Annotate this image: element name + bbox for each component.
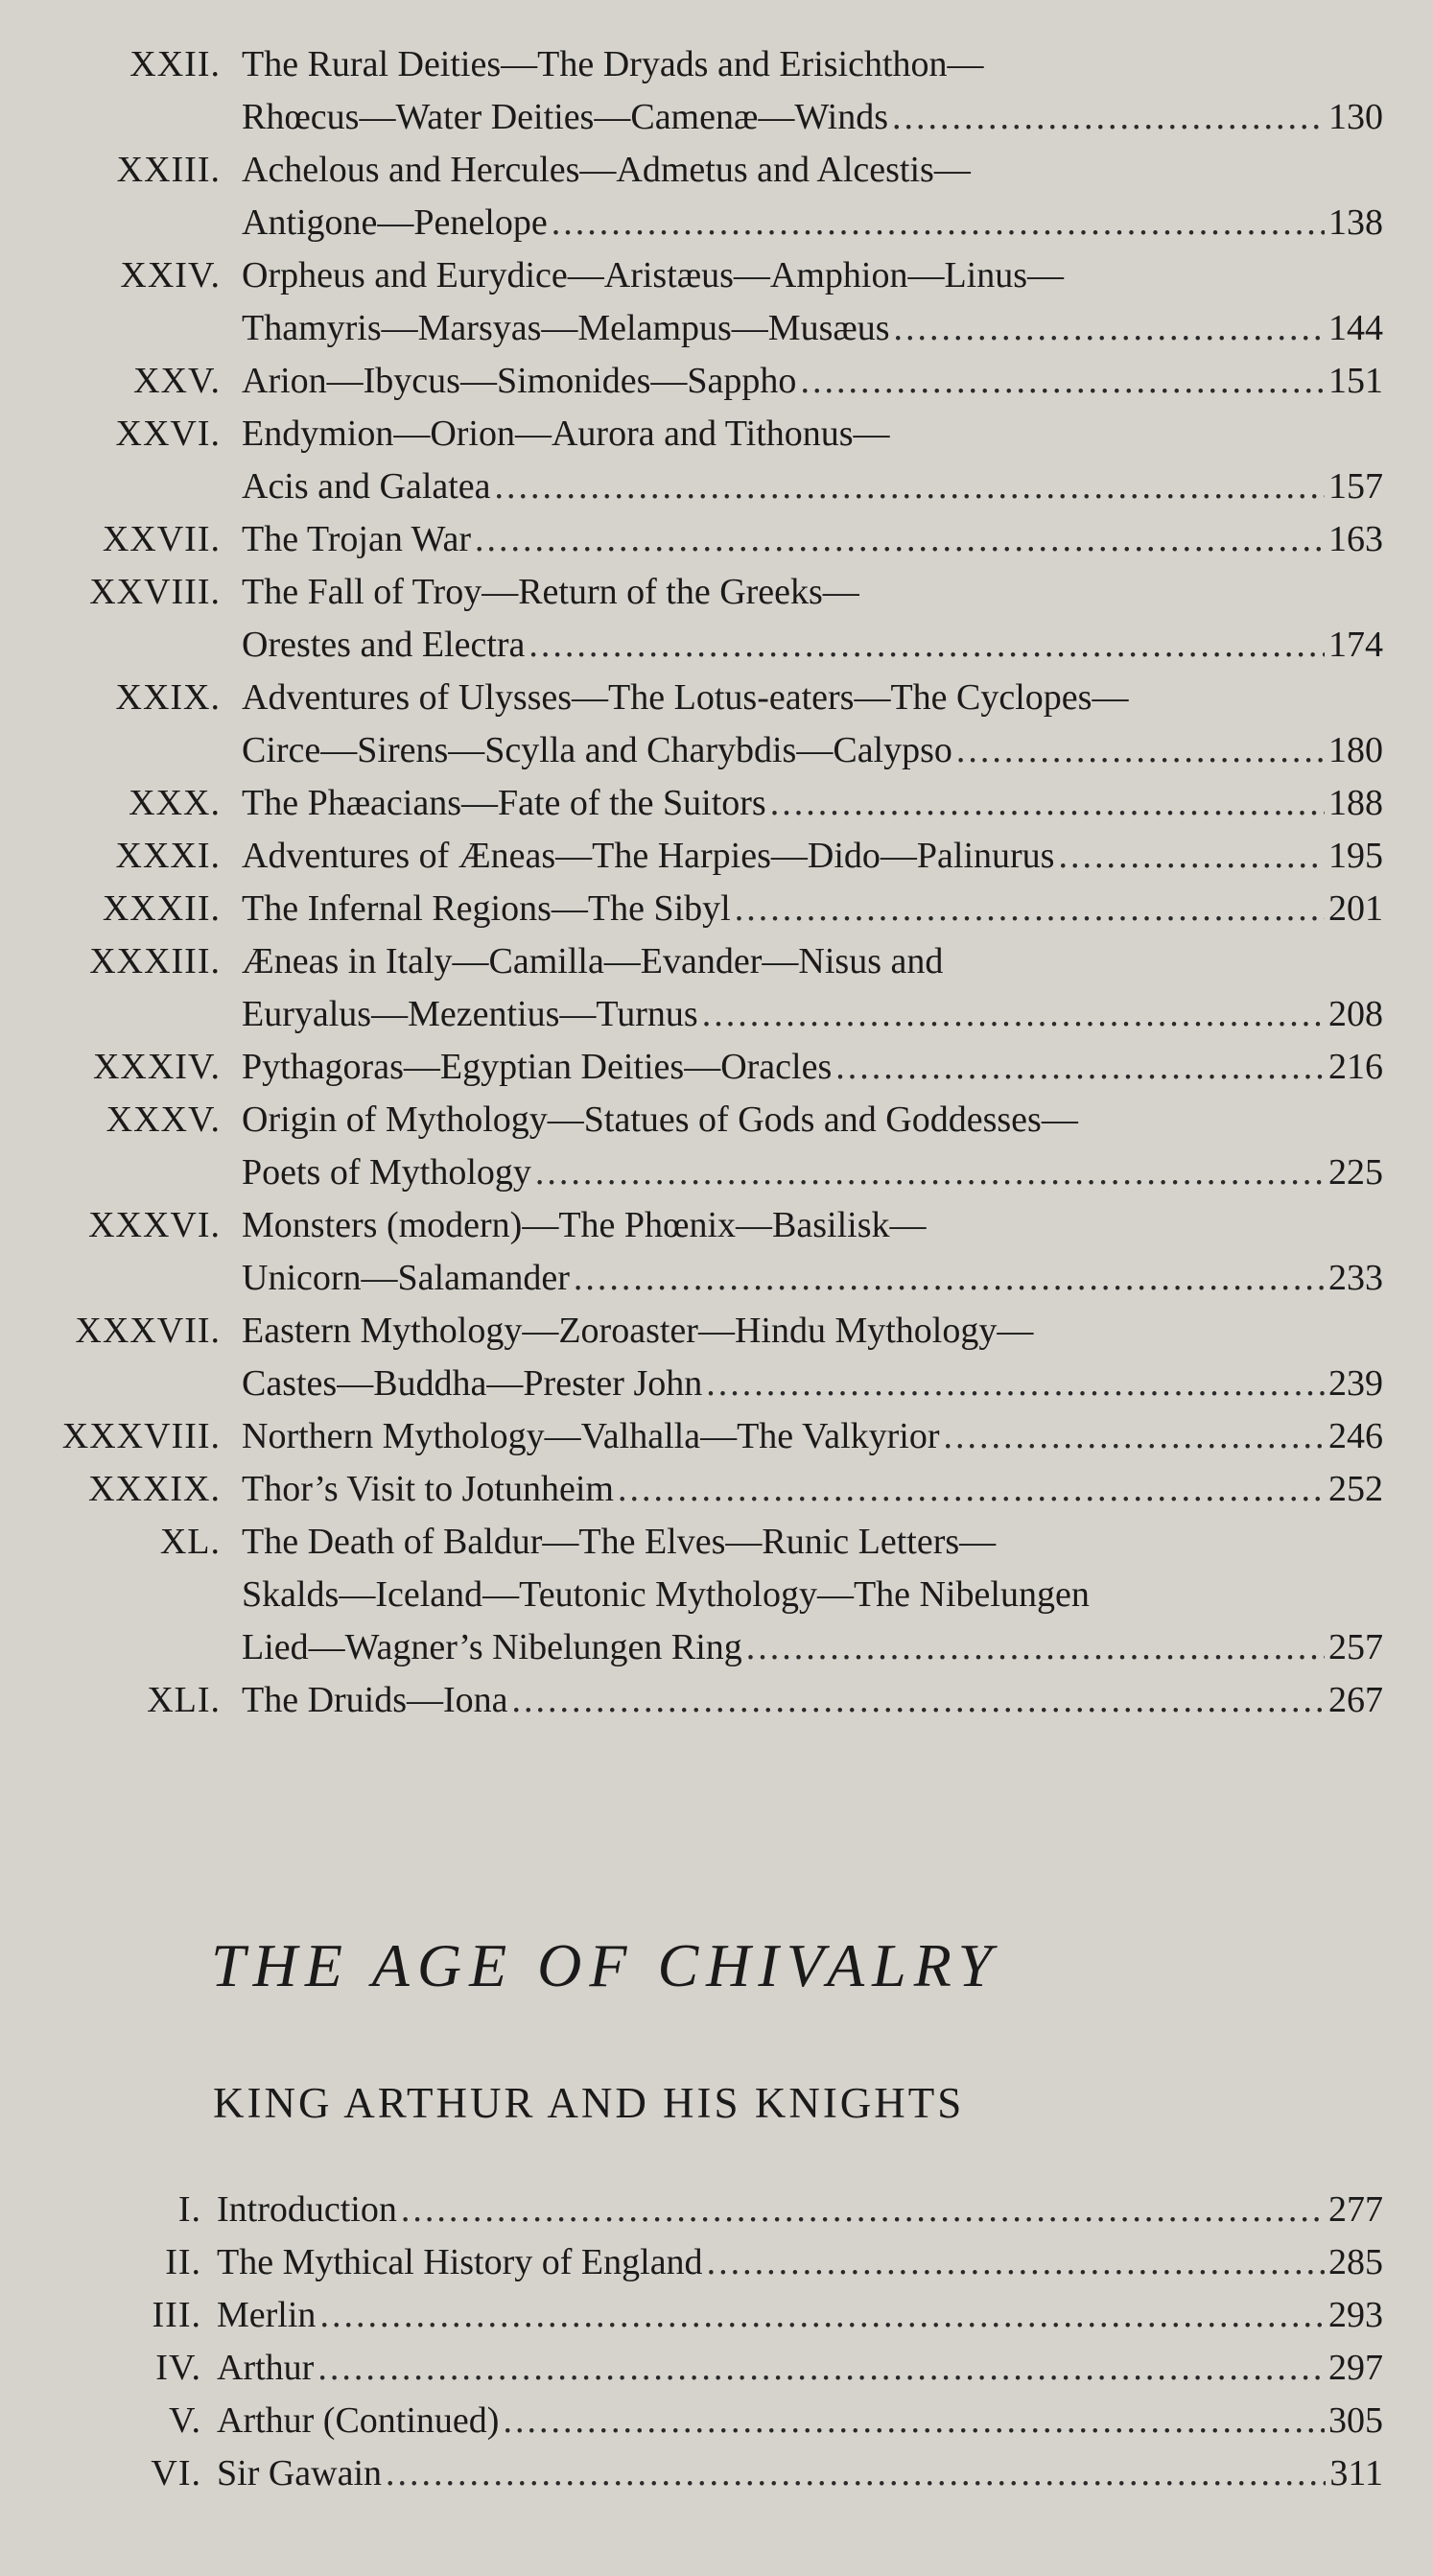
- page-number: 195: [1328, 836, 1383, 876]
- toc-entry-line: [0, 513, 1433, 566]
- chapter-title: Circe—Sirens—Scylla and Charybdis—Calypso: [242, 730, 952, 770]
- chapter-number: XXXV.: [106, 1099, 221, 1140]
- dot-leader: [552, 197, 1325, 249]
- chapter-number: I.: [177, 2189, 201, 2230]
- page-number: 246: [1328, 1416, 1383, 1456]
- page-number: 208: [1328, 994, 1383, 1034]
- chapter-title: Adventures of Æneas—The Harpies—Dido—Palinurus: [242, 836, 1055, 876]
- toc-entry-line: [0, 461, 1433, 513]
- dot-leader: [503, 2395, 1325, 2447]
- chapter-number: XXXI.: [115, 836, 221, 876]
- toc-entry-line: [0, 566, 1433, 619]
- chapter-title: Antigone—Penelope: [242, 202, 548, 243]
- chapter-title: The Trojan War: [242, 519, 472, 559]
- chapter-number: VI.: [151, 2453, 201, 2493]
- dot-leader: [892, 91, 1325, 144]
- toc-entry: [0, 1041, 1433, 1094]
- toc-entry: [0, 2236, 1433, 2289]
- page-number: 285: [1328, 2242, 1383, 2282]
- chapter-title: Lied—Wagner’s Nibelungen Ring: [242, 1627, 742, 1667]
- toc-entry-line: [0, 38, 1433, 91]
- toc-entry: [0, 1199, 1433, 1305]
- chapter-title: The Druids—Iona: [242, 1680, 508, 1720]
- toc-entry: [0, 408, 1433, 513]
- chapter-number: XXVII.: [102, 519, 221, 559]
- page-number: 257: [1328, 1627, 1383, 1667]
- chapter-number: XXXVI.: [88, 1205, 221, 1245]
- chapter-title: Arthur: [217, 2348, 315, 2388]
- toc-entry-line: [0, 988, 1433, 1041]
- dot-leader: [735, 883, 1325, 935]
- page-number: 267: [1328, 1680, 1383, 1720]
- toc-entry: [0, 355, 1433, 408]
- page-number: 130: [1328, 97, 1383, 137]
- page-number: 305: [1328, 2400, 1383, 2441]
- dot-leader: [386, 2447, 1326, 2500]
- chapter-title: The Phæacians—Fate of the Suitors: [242, 783, 766, 823]
- chapter-number: XXXIII.: [89, 941, 221, 981]
- toc-entry-line: [0, 1410, 1433, 1463]
- toc-entry-line: [0, 1516, 1433, 1569]
- page-number: 216: [1328, 1047, 1383, 1087]
- chapter-title: Arthur (Continued): [217, 2400, 500, 2441]
- chapter-title: The Fall of Troy—Return of the Greeks—: [242, 572, 859, 612]
- dot-leader: [475, 513, 1325, 566]
- toc-entry-line: [0, 2447, 1433, 2500]
- chapter-title: Orestes and Electra: [242, 625, 526, 665]
- toc-entry-line: [0, 1041, 1433, 1094]
- chapter-title: Orpheus and Eurydice—Aristæus—Amphion—Linus—: [242, 255, 1065, 295]
- page-number: 151: [1328, 361, 1383, 401]
- page-number: 163: [1328, 519, 1383, 559]
- chapter-number: XXVIII.: [89, 572, 221, 612]
- chapter-number: XL.: [159, 1522, 221, 1562]
- dot-leader: [835, 1041, 1325, 1094]
- chapter-number: XXVI.: [115, 414, 221, 454]
- toc-entry-line: [0, 724, 1433, 777]
- page-number: 297: [1328, 2348, 1383, 2388]
- toc-entry: [0, 2447, 1433, 2500]
- page-number: 174: [1328, 625, 1383, 665]
- toc-entry: [0, 2342, 1433, 2395]
- toc-entry: [0, 566, 1433, 672]
- chapter-title: Adventures of Ulysses—The Lotus-eaters—The Cyclopes—: [242, 677, 1129, 718]
- toc-entry-line: [0, 144, 1433, 197]
- dot-leader: [800, 355, 1325, 408]
- chapter-title: Origin of Mythology—Statues of Gods and Goddesses—: [242, 1099, 1078, 1140]
- page-number: 138: [1328, 202, 1383, 243]
- toc-entry: [0, 1674, 1433, 1727]
- page-number: 311: [1329, 2453, 1383, 2493]
- chapter-title: Castes—Buddha—Prester John: [242, 1363, 703, 1404]
- toc-entry: [0, 2289, 1433, 2342]
- chapter-title: Acis and Galatea: [242, 466, 491, 507]
- table-of-contents-chivalry: [0, 2184, 1433, 2500]
- chapter-title: Thor’s Visit to Jotunheim: [242, 1469, 614, 1509]
- toc-entry-line: [0, 1463, 1433, 1516]
- page-number: 157: [1328, 466, 1383, 507]
- toc-entry-line: [0, 883, 1433, 935]
- dot-leader: [574, 1252, 1325, 1305]
- toc-entry: [0, 1410, 1433, 1463]
- chapter-number: XXIII.: [116, 150, 221, 190]
- chapter-title: Monsters (modern)—The Phœnix—Basilisk—: [242, 1205, 927, 1245]
- toc-entry-line: [0, 2395, 1433, 2447]
- dot-leader: [319, 2289, 1325, 2342]
- chapter-title: The Death of Baldur—The Elves—Runic Letters—: [242, 1522, 997, 1562]
- dot-leader: [401, 2184, 1325, 2236]
- dot-leader: [1058, 830, 1325, 883]
- table-of-contents-mythology: [0, 38, 1433, 1727]
- chapter-title: Rhœcus—Water Deities—Camenæ—Winds: [242, 97, 889, 137]
- dot-leader: [956, 724, 1325, 777]
- page-number: 233: [1328, 1258, 1383, 1298]
- toc-entry: [0, 1463, 1433, 1516]
- toc-entry-line: [0, 1199, 1433, 1252]
- dot-leader: [317, 2342, 1325, 2395]
- dot-leader: [512, 1674, 1325, 1727]
- toc-entry-line: [0, 1146, 1433, 1199]
- page-number: 252: [1328, 1469, 1383, 1509]
- toc-entry: [0, 935, 1433, 1041]
- chapter-title: The Infernal Regions—The Sibyl: [242, 888, 731, 929]
- toc-entry-line: [0, 830, 1433, 883]
- toc-entry-line: [0, 197, 1433, 249]
- chapter-title: The Mythical History of England: [217, 2242, 703, 2282]
- toc-entry: [0, 2395, 1433, 2447]
- page-number: 239: [1328, 1363, 1383, 1404]
- toc-entry-line: [0, 2184, 1433, 2236]
- toc-entry: [0, 883, 1433, 935]
- chapter-number: XXXIX.: [88, 1469, 221, 1509]
- chapter-number: XXX.: [129, 783, 221, 823]
- toc-entry-line: [0, 302, 1433, 355]
- toc-entry-line: [0, 355, 1433, 408]
- dot-leader: [707, 2236, 1325, 2289]
- chapter-number: XXV.: [133, 361, 221, 401]
- toc-entry: [0, 249, 1433, 355]
- chapter-title: Arion—Ibycus—Simonides—Sappho: [242, 361, 797, 401]
- page-number: 144: [1328, 308, 1383, 348]
- toc-entry: [0, 777, 1433, 830]
- chapter-title: Eastern Mythology—Zoroaster—Hindu Mythology—: [242, 1311, 1034, 1351]
- chapter-title: Northern Mythology—Valhalla—The Valkyrior: [242, 1416, 940, 1456]
- chapter-title: Endymion—Orion—Aurora and Tithonus—: [242, 414, 890, 454]
- toc-entry: [0, 38, 1433, 144]
- toc-entry: [0, 2184, 1433, 2236]
- chapter-title: Merlin: [217, 2295, 317, 2335]
- toc-entry: [0, 1305, 1433, 1410]
- toc-entry-line: [0, 2236, 1433, 2289]
- chapter-title: Thamyris—Marsyas—Melampus—Musæus: [242, 308, 890, 348]
- chapter-title: Sir Gawain: [217, 2453, 383, 2493]
- dot-leader: [770, 777, 1325, 830]
- toc-entry-line: [0, 777, 1433, 830]
- toc-entry-line: [0, 2289, 1433, 2342]
- chapter-title: The Rural Deities—The Dryads and Erisichthon—: [242, 44, 984, 84]
- toc-entry: [0, 1516, 1433, 1674]
- dot-leader: [495, 461, 1325, 513]
- toc-entry-line: [0, 935, 1433, 988]
- chapter-number: XXXVIII.: [61, 1416, 221, 1456]
- chapter-number: IV.: [155, 2348, 201, 2388]
- toc-entry-line: [0, 672, 1433, 724]
- toc-entry-line: [0, 1674, 1433, 1727]
- page-number: 180: [1328, 730, 1383, 770]
- dot-leader: [706, 1358, 1325, 1410]
- chapter-title: Euryalus—Mezentius—Turnus: [242, 994, 698, 1034]
- toc-entry-line: [0, 1569, 1433, 1621]
- chapter-number: XLI.: [147, 1680, 221, 1720]
- toc-entry-line: [0, 91, 1433, 144]
- chapter-title: Æneas in Italy—Camilla—Evander—Nisus and: [242, 941, 944, 981]
- chapter-number: XXII.: [129, 44, 221, 84]
- chapter-number: XXXVII.: [75, 1311, 221, 1351]
- chapter-title: Achelous and Hercules—Admetus and Alcestis—: [242, 150, 971, 190]
- chapter-number: II.: [165, 2242, 201, 2282]
- chapter-number: XXXII.: [102, 888, 221, 929]
- chapter-title: Poets of Mythology: [242, 1152, 531, 1193]
- page-number: 277: [1328, 2189, 1383, 2230]
- toc-entry-line: [0, 1094, 1433, 1146]
- toc-entry: [0, 830, 1433, 883]
- toc-entry-line: [0, 1621, 1433, 1674]
- toc-entry-line: [0, 408, 1433, 461]
- toc-entry-line: [0, 619, 1433, 672]
- chapter-title: Skalds—Iceland—Teutonic Mythology—The Nibelungen: [242, 1574, 1090, 1615]
- chapter-title: Introduction: [217, 2189, 397, 2230]
- toc-entry: [0, 513, 1433, 566]
- dot-leader: [529, 619, 1325, 672]
- dot-leader: [944, 1410, 1326, 1463]
- chapter-number: V.: [168, 2400, 201, 2441]
- dot-leader: [535, 1146, 1325, 1199]
- dot-leader: [702, 988, 1325, 1041]
- toc-entry: [0, 672, 1433, 777]
- page-number: 201: [1328, 888, 1383, 929]
- toc-entry-line: [0, 1305, 1433, 1358]
- chapter-number: XXXIV.: [92, 1047, 221, 1087]
- toc-entry-line: [0, 249, 1433, 302]
- chapter-number: XXIX.: [115, 677, 221, 718]
- toc-entry-line: [0, 1358, 1433, 1410]
- chapter-title: Unicorn—Salamander: [242, 1258, 570, 1298]
- dot-leader: [618, 1463, 1325, 1516]
- page-number: 225: [1328, 1152, 1383, 1193]
- chapter-number: XXIV.: [120, 255, 221, 295]
- dot-leader: [746, 1621, 1325, 1674]
- page-number: 293: [1328, 2295, 1383, 2335]
- toc-entry: [0, 144, 1433, 249]
- page-number: 188: [1328, 783, 1383, 823]
- toc-entry: [0, 1094, 1433, 1199]
- chapter-title: Pythagoras—Egyptian Deities—Oracles: [242, 1047, 833, 1087]
- chapter-number: III.: [152, 2295, 201, 2335]
- toc-entry-line: [0, 2342, 1433, 2395]
- toc-entry-line: [0, 1252, 1433, 1305]
- section-subtitle: KING ARTHUR AND HIS KNIGHTS: [213, 2079, 965, 2127]
- section-title: THE AGE OF CHIVALRY: [211, 1931, 1000, 1999]
- dot-leader: [894, 302, 1325, 355]
